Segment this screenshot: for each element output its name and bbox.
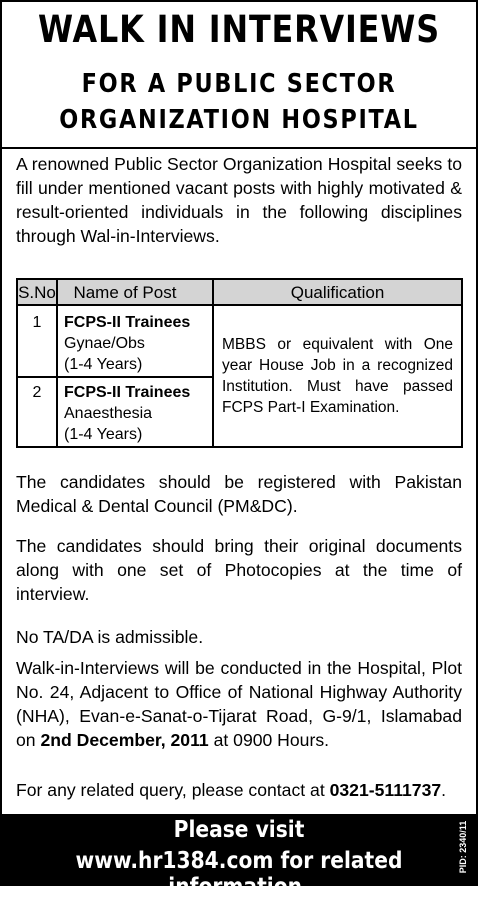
registration-paragraph: The candidates should be registered with Pakistan Medical & Dental Council (PM&DC). bbox=[16, 472, 462, 516]
header-qualification: Qualification bbox=[213, 279, 462, 305]
header-post-name: Name of Post bbox=[57, 279, 213, 305]
interview-time: at 0900 Hours. bbox=[213, 730, 330, 750]
post-discipline: Anaesthesia bbox=[64, 405, 153, 422]
query-end: . bbox=[441, 780, 447, 800]
ad-subtitle-line2: ORGANIZATION HOSPITAL bbox=[59, 105, 419, 135]
posts-table bbox=[16, 278, 463, 448]
footer-website: www.hr1384.com for related information. bbox=[75, 848, 403, 900]
table-row bbox=[17, 305, 462, 377]
ta-da-paragraph: No TA/DA is admissible. bbox=[16, 627, 204, 647]
query-paragraph bbox=[16, 778, 462, 802]
row-sno: 2 bbox=[17, 377, 57, 447]
pid-label bbox=[456, 816, 470, 878]
qualification-cell: MBBS or equivalent with One year House Job in a recognized Institution. Must have passed FCPS Part-I Examination. bbox=[213, 305, 462, 447]
intro-paragraph: A renowned Public Sector Organization Hospital seeks to fill under mentioned vacant posts with highly motivated & result-oriented individuals in the following disciplines through Wal-in-Interviews. bbox=[16, 154, 462, 246]
venue-paragraph bbox=[16, 656, 462, 752]
query-text: For any related query, please contact at bbox=[16, 780, 325, 800]
ad-subtitle-line1: FOR A PUBLIC SECTOR bbox=[81, 69, 397, 99]
post-duration: (1-4 Years) bbox=[64, 426, 143, 443]
footer-banner bbox=[2, 814, 476, 900]
header-divider bbox=[2, 147, 476, 149]
contact-phone: 0321-5111737 bbox=[329, 780, 442, 800]
post-title: FCPS-II Trainees bbox=[64, 384, 191, 401]
row-sno: 1 bbox=[17, 305, 57, 377]
row-post bbox=[57, 377, 213, 447]
row-post bbox=[57, 305, 213, 377]
venue-text: Walk-in-Interviews will be conducted in the Hospital, Plot No. 24, Adjacent to Office of National Highway Authority (NHA), Evan-e-Sanat-o-Tijarat Road, G-9/1, Islamabad on bbox=[16, 658, 462, 750]
documents-paragraph: The candidates should bring their original documents along with one set of Photocopies at the time of interview. bbox=[16, 536, 462, 604]
ad-title: WALK IN INTERVIEWS bbox=[38, 8, 440, 51]
footer-line1: Please visit bbox=[173, 817, 305, 843]
interview-date: 2nd December, 2011 bbox=[40, 730, 209, 750]
post-duration: (1-4 Years) bbox=[64, 356, 143, 373]
post-title: FCPS-II Trainees bbox=[64, 314, 191, 331]
post-discipline: Gynae/Obs bbox=[64, 335, 145, 352]
header-sno: S.No bbox=[17, 279, 57, 305]
pid-text: PID: 2340/11 bbox=[458, 820, 468, 874]
table-header-row bbox=[17, 279, 462, 305]
